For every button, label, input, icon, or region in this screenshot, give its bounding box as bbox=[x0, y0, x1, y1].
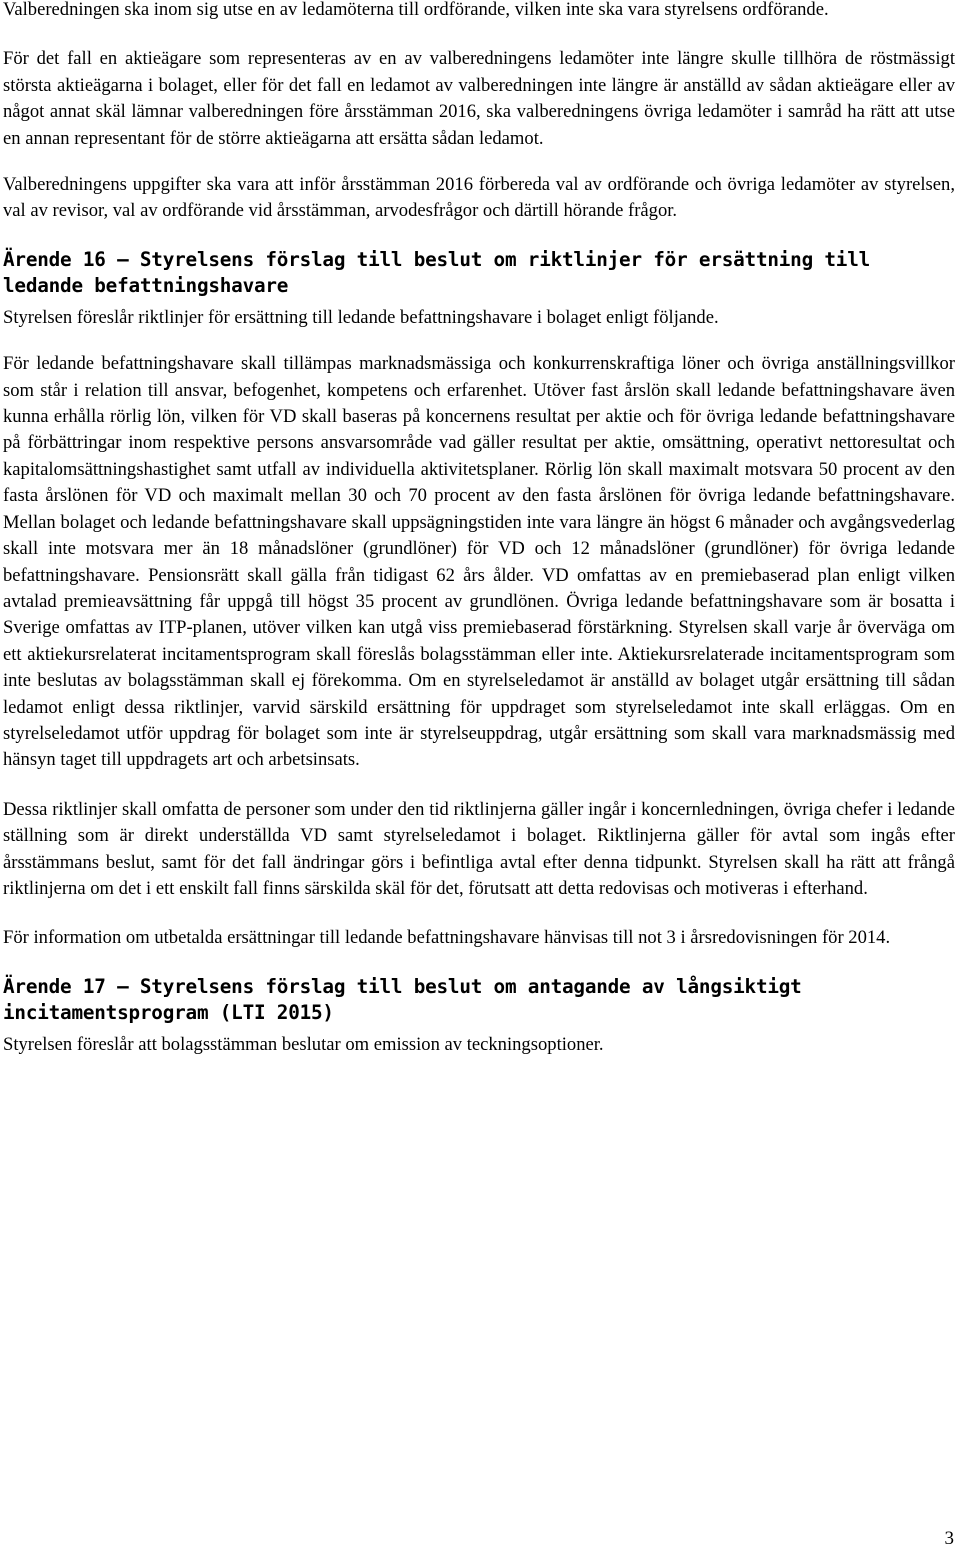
paragraph-valberedning-ordforande: Valberedningen ska inom sig utse en av ledamöterna till ordförande, vilken inte ska vara styrelsens ordförande. bbox=[3, 0, 829, 20]
paragraph-valberedning-ersattare: För det fall en aktieägare som representeras av en av valberedningens ledamöter inte längre skulle tillhöra de röstmässigt största aktieägarna i bolaget, eller för det fall en ledamot av valberedningen inte längre är anställd av sådan aktieägare eller av något annat skäl lämnar valberedningen före årsstämman 2016, ska valberedningens övriga ledamöter i samråd ha rätt att utse en annan representant för de större aktieägarna att ersätta sådan ledamot. bbox=[3, 48, 955, 149]
section-16-body-2: Dessa riktlinjer skall omfatta de personer som under den tid riktlinjerna gäller ingår i koncernledningen, övriga chefer i ledande ställning som är direkt underställda VD samt styrelseledamot i bolaget. Riktlinjerna gäller för avtal som ingås efter årsstämmans beslut, samt för det fall ändringar görs i befintliga avtal efter denna tidpunkt. Styrelsen skall ha rätt att frångå riktlinjerna om det i ett enskilt fall finns särskilda skäl för det, förutsatt att detta redovisas och motiveras i efterhand. bbox=[3, 798, 955, 899]
section-16-heading: Ärende 16 – Styrelsens förslag till beslut om riktlinjer för ersättning till ledande befattningshavare bbox=[3, 247, 871, 297]
page-content bbox=[3, 0, 955, 1058]
page-number: 3 bbox=[944, 1528, 954, 1549]
section-16-intro: Styrelsen föreslår riktlinjer för ersättning till ledande befattningshavare i bolaget enligt följande. bbox=[3, 306, 719, 328]
section-16-body-3: För information om utbetalda ersättningar till ledande befattningshavare hänvisas till not 3 i årsredovisningen för 2014. bbox=[3, 927, 891, 949]
paragraph-valberedning-uppgifter: Valberedningens uppgifter ska vara att inför årsstämman 2016 förbereda val av ordförande och övriga ledamöter av styrelsen, val av revisor, val av ordförande vid årsstämman, arvodesfrågor och därtill hörande frågor. bbox=[3, 174, 955, 222]
section-17-intro: Styrelsen föreslår att bolagsstämman beslutar om emission av teckningsoptioner. bbox=[3, 1033, 604, 1055]
section-16-body-1: För ledande befattningshavare skall tillämpas marknadsmässiga och konkurrenskraftiga löner och övriga anställningsvillkor som står i relation till ansvar, befogenhet, kompetens och erfarenhet. Utöver fast årslön skall ledande befattningshavare även kunna erhålla rörlig lön, vilken för VD skall baseras på koncernens resultat per aktie och för övriga ledande befattningshavare på förbättringar inom respektive persons ansvarsområde vad gäller resultat per aktie, omsättning, operativt nettoresultat och kapitalomsättningshastighet samt utfall av individuella aktivitetsplaner. Rörlig lön skall maximalt motsvara 50 procent av den fasta årslönen för VD och maximalt mellan 30 och 70 procent av den fasta årslönen för övriga ledande befattningshavare. Mellan bolaget och ledande befattningshavare skall uppsägningstiden inte vara längre än högst 6 månader och avgångsvederlag skall inte motsvara mer än 18 månadslöner (grundlöner) för VD och 12 månadslöner (grundlöner) för övriga ledande befattningshavare. Pensionsrätt skall gälla från tidigast 62 års ålder. VD omfattas av en premiebaserad plan enligt vilken avtalad premieavsättning får uppgå till högst 35 procent av grundlönen. Övriga ledande befattningshavare som är bosatta i Sverige omfattas av ITP-planen, utöver vilken kan utgå viss premiebaserad förstärkning. Styrelsen skall varje år överväga om ett aktiekursrelaterat incitamentsprogram skall föreslås bolagsstämman eller inte. Aktiekursrelaterade incitamentsprogram som inte beslutas av bolagsstämman skall ej förekomma. Om en styrelseledamot är anställd av bolaget utgår ersättning till sådan ledamot enligt dessa riktlinjer, varvid särskild ersättning för uppdraget som styrelseledamot inte skall erläggas. Om en styrelseledamot utför uppdrag för bolaget som inte är styrelseuppdrag, utgår ersättning som skall vara marknadsmässig med hänsyn taget till uppdragets art och arbetsinsats. bbox=[3, 353, 955, 771]
section-17-heading: Ärende 17 – Styrelsens förslag till beslut om antagande av långsiktigt incitamentsprogram (LTI 2015) bbox=[3, 974, 802, 1024]
